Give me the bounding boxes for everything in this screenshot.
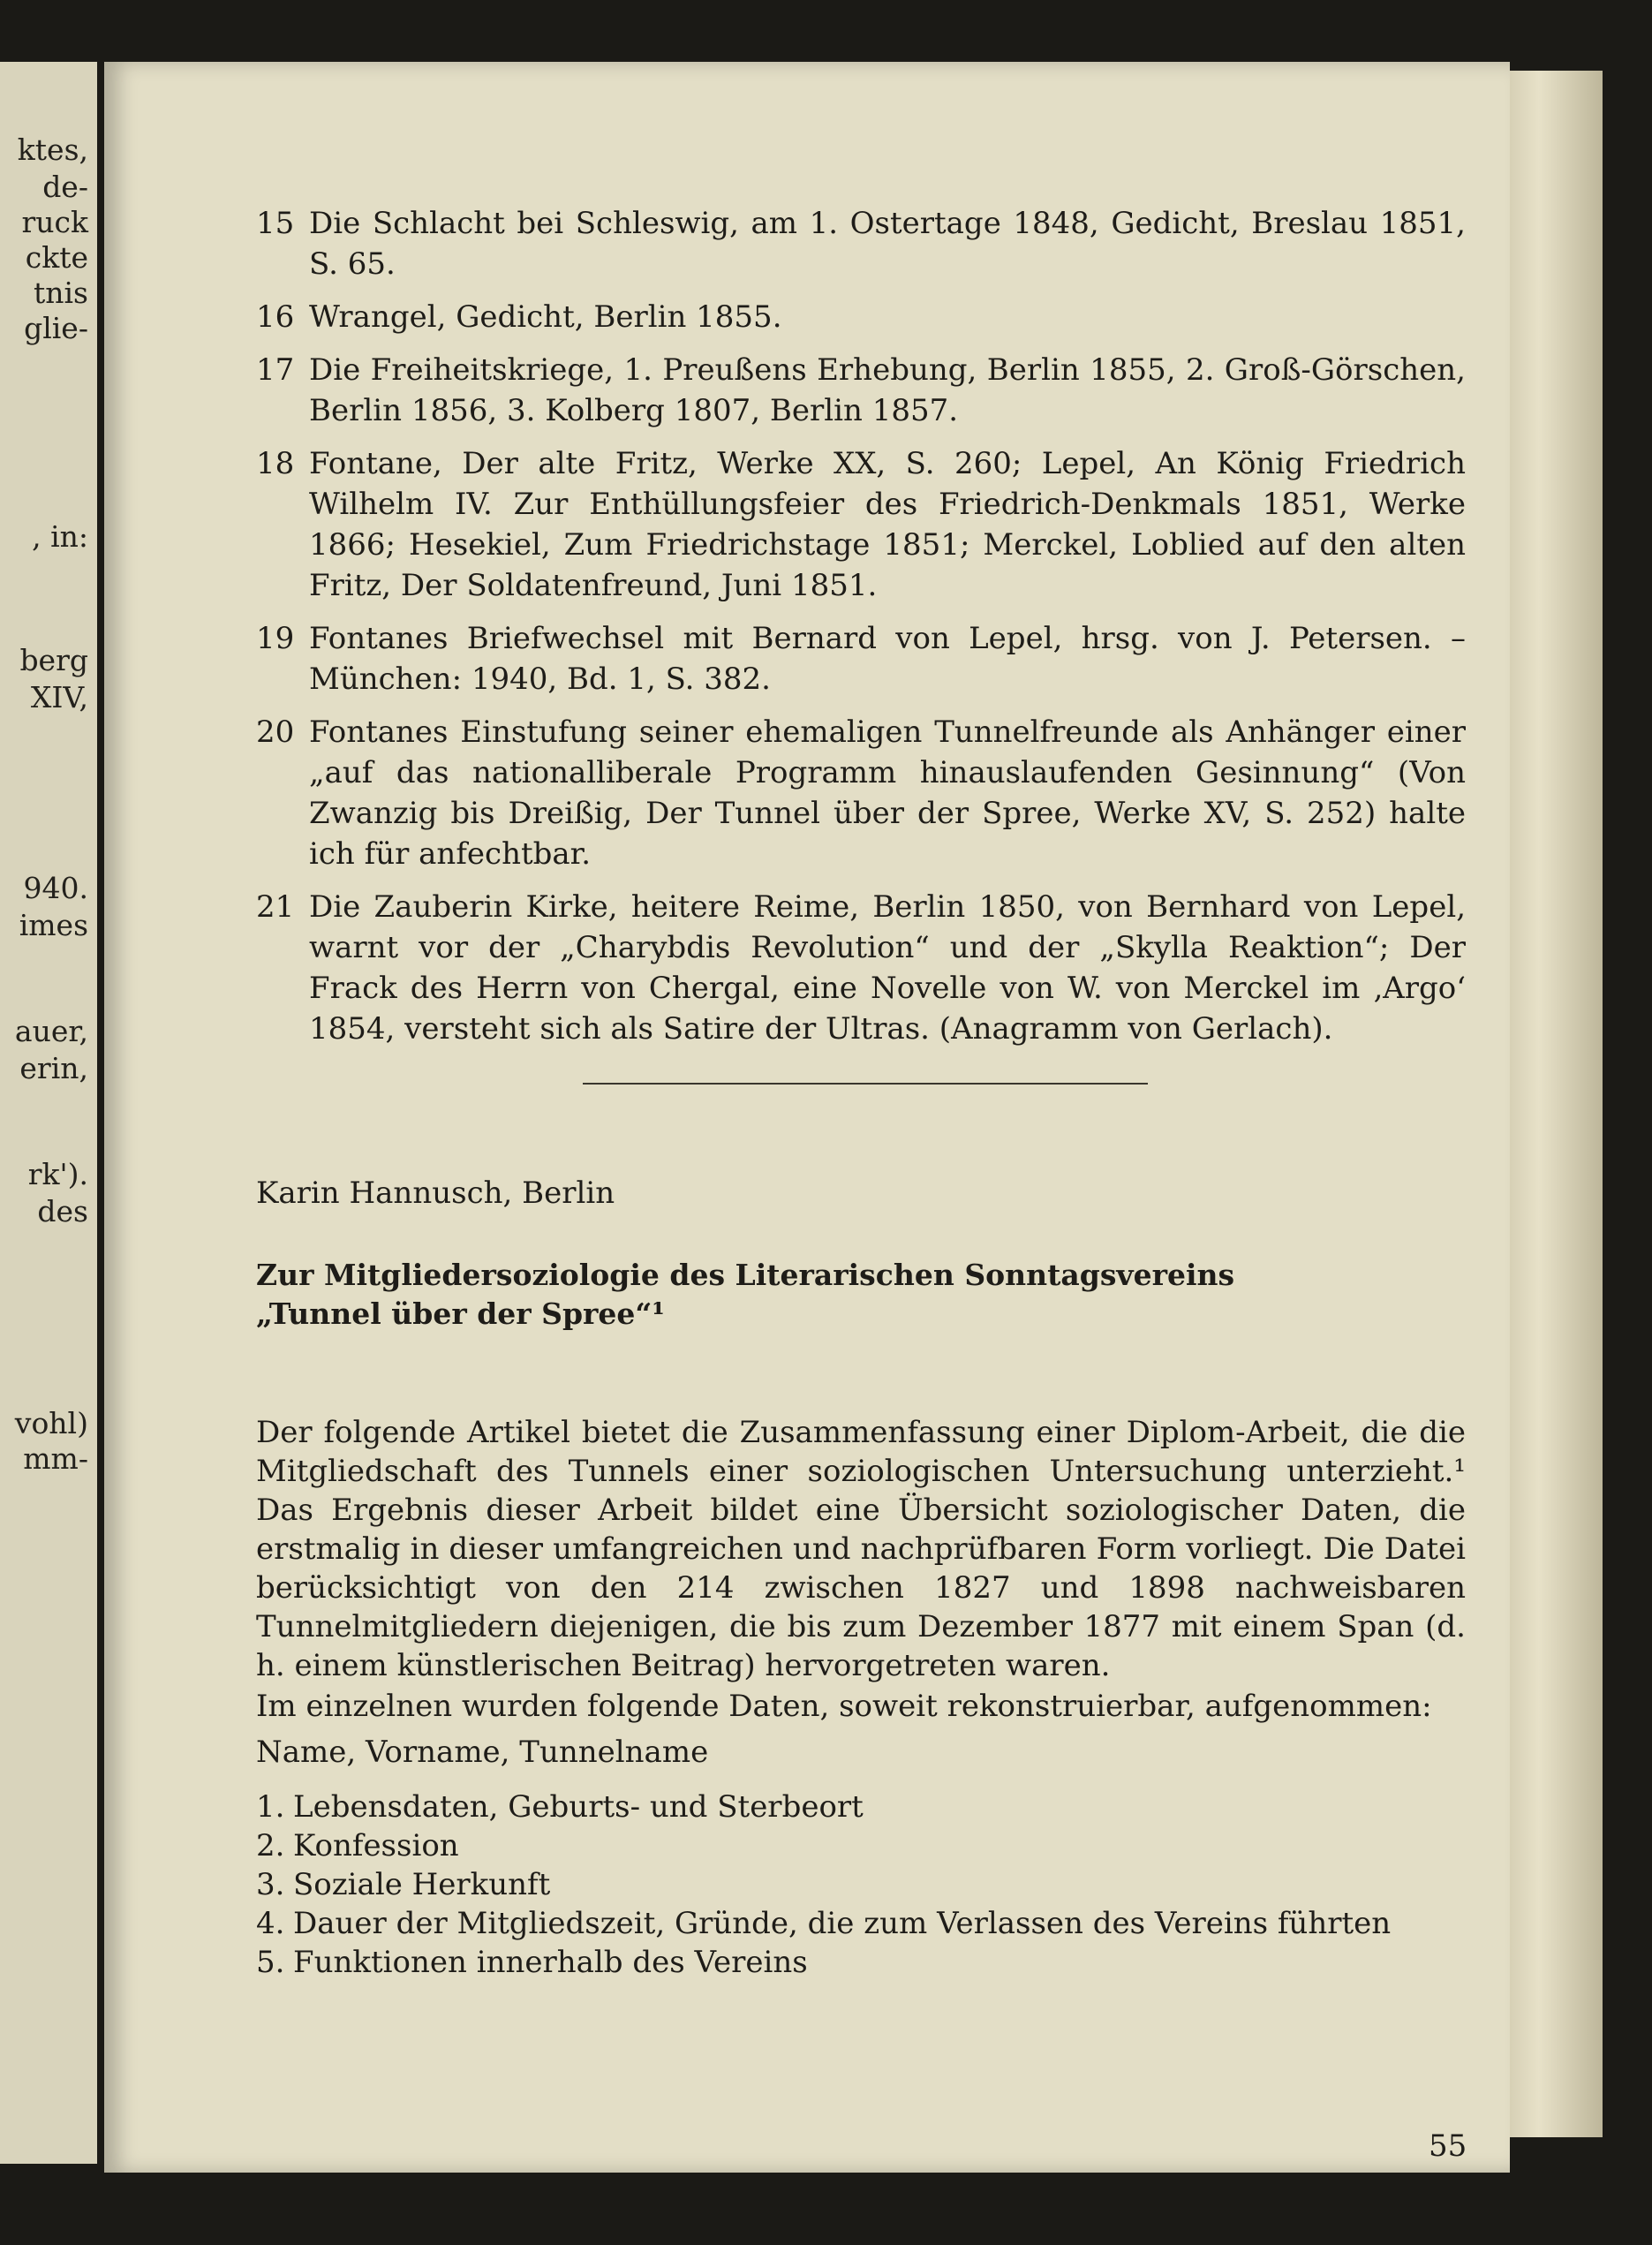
footnote-text: Fontane, Der alte Fritz, Werke XX, S. 260; Lepel, An König Friedrich Wilhelm IV. Zur Enthüllungsfeier des Friedrich-Denkmals 1851, Werke 1866; Hesekiel, Zum Friedrichstage 1851; Merckel, Loblied auf den alten Fritz, Der Soldatenfreund, Juni 1851. bbox=[309, 446, 1466, 603]
facing-page-fragment: , in: bbox=[32, 519, 88, 554]
list-item-number: 3. bbox=[256, 1867, 285, 1902]
book-page-edges bbox=[1497, 71, 1603, 2137]
footnote bbox=[256, 887, 1466, 1049]
list-item bbox=[256, 1865, 1466, 1904]
article-title-line-1: Zur Mitgliedersoziologie des Literarischen Sonntagsvereins bbox=[256, 1258, 1235, 1292]
list-item bbox=[256, 1943, 1466, 1982]
footnote-text: Die Zauberin Kirke, heitere Reime, Berlin 1850, von Bernhard von Lepel, warnt vor der „Charybdis Revolution“ und der „Skylla Reaktion“; Der Frack des Herrn von Chergal, eine Novelle von W. von Merckel im ‚Argo‘ 1854, versteht sich als Satire der Ultras. (Anagramm von Gerlach). bbox=[309, 889, 1466, 1047]
footnote-number: 20 bbox=[256, 714, 295, 750]
footnote-text: Die Schlacht bei Schleswig, am 1. Ostertage 1848, Gedicht, Breslau 1851, S. 65. bbox=[309, 206, 1466, 282]
facing-page-fragment: ckte bbox=[25, 240, 88, 275]
list-intro: Im einzelnen wurden folgende Daten, soweit rekonstruierbar, aufgenommen: bbox=[256, 1689, 1432, 1724]
list-item bbox=[256, 1904, 1466, 1943]
footnote-number: 17 bbox=[256, 352, 295, 388]
facing-page-fragment: ruck bbox=[21, 205, 88, 239]
footnote bbox=[256, 297, 1466, 337]
list-item bbox=[256, 1788, 1466, 1826]
body-paragraph: Der folgende Artikel bietet die Zusammenfassung einer Diplom-Arbeit, die die Mitgliedschaft des Tunnels einer soziologischen Untersuchung unterzieht.¹ Das Ergebnis dieser Arbeit bildet eine Übersicht soziologischer Daten, die erstmalig in dieser umfangreichen und nachprüfbaren Form vorliegt. Die Datei berücksichtigt von den 214 zwischen 1827 und 1898 nachweisbaren Tunnelmitgliedern diejenigen, die bis zum Dezember 1877 mit einem Span (d. h. einem künstlerischen Beitrag) hervorgetreten waren. bbox=[256, 1415, 1466, 1683]
facing-page-fragment: ktes, bbox=[17, 132, 88, 167]
list-item-number: 1. bbox=[256, 1789, 285, 1825]
list-item-text: Soziale Herkunft bbox=[293, 1867, 551, 1902]
facing-page-fragment: imes bbox=[19, 908, 88, 942]
footnote-number: 15 bbox=[256, 206, 295, 241]
article-title-line-2: „Tunnel über der Spree“¹ bbox=[256, 1296, 665, 1331]
fields-line: Name, Vorname, Tunnelname bbox=[256, 1735, 709, 1770]
footnote-number: 21 bbox=[256, 889, 295, 925]
footnotes bbox=[256, 203, 1466, 1049]
facing-page-fragment: XIV, bbox=[30, 680, 88, 714]
article-title bbox=[256, 1256, 1466, 1334]
list-item bbox=[256, 1826, 1466, 1865]
page-number: 55 bbox=[1429, 2128, 1467, 2164]
facing-page-fragment: de- bbox=[42, 170, 88, 204]
facing-page-fragment: des bbox=[37, 1194, 88, 1228]
facing-page-fragment: glie- bbox=[24, 311, 88, 345]
section-divider bbox=[583, 1083, 1148, 1085]
facing-page-fragment: 940. bbox=[23, 871, 88, 905]
article-author: Karin Hannusch, Berlin bbox=[256, 1175, 615, 1211]
page-content bbox=[256, 203, 1466, 1982]
facing-page-fragment: tnis bbox=[33, 276, 88, 310]
footnote bbox=[256, 203, 1466, 284]
footnote-text: Die Freiheitskriege, 1. Preußens Erhebung, Berlin 1855, 2. Groß-Görschen, Berlin 1856, 3. Kolberg 1807, Berlin 1857. bbox=[309, 352, 1466, 428]
facing-page-fragment: erin, bbox=[19, 1051, 88, 1085]
facing-page-fragment: mm- bbox=[23, 1441, 88, 1476]
list-item-text: Funktionen innerhalb des Vereins bbox=[293, 1945, 808, 1980]
book-page bbox=[104, 62, 1510, 2173]
footnote-number: 16 bbox=[256, 299, 295, 335]
footnote bbox=[256, 350, 1466, 431]
list-item-number: 5. bbox=[256, 1945, 285, 1980]
list-item-text: Konfession bbox=[293, 1828, 459, 1863]
footnote-text: Fontanes Briefwechsel mit Bernard von Lepel, hrsg. von J. Petersen. – München: 1940, Bd. 1, S. 382. bbox=[309, 621, 1466, 697]
footnote bbox=[256, 712, 1466, 874]
footnote bbox=[256, 618, 1466, 699]
facing-page-fragment: vohl) bbox=[14, 1406, 88, 1440]
footnote-text: Wrangel, Gedicht, Berlin 1855. bbox=[309, 299, 782, 335]
facing-page-fragment: auer, bbox=[14, 1014, 88, 1048]
footnote-text: Fontanes Einstufung seiner ehemaligen Tunnelfreunde als Anhänger einer „auf das nationalliberale Programm hinauslaufenden Gesinnung“ (Von Zwanzig bis Dreißig, Der Tunnel über der Spree, Werke XV, S. 252) halte ich für anfechtbar. bbox=[309, 714, 1466, 872]
footnote-number: 18 bbox=[256, 446, 295, 481]
facing-page-fragment: berg bbox=[19, 643, 88, 677]
facing-page-edge bbox=[0, 62, 97, 2164]
footnote-number: 19 bbox=[256, 621, 295, 656]
footnote bbox=[256, 443, 1466, 606]
facing-page-fragment: rk'). bbox=[27, 1157, 88, 1191]
list-item-number: 4. bbox=[256, 1906, 285, 1941]
list-item-text: Dauer der Mitgliedszeit, Gründe, die zum Verlassen des Vereins führten bbox=[293, 1906, 1392, 1941]
list-item-number: 2. bbox=[256, 1828, 285, 1863]
data-field-list bbox=[256, 1788, 1466, 1982]
list-item-text: Lebensdaten, Geburts- und Sterbeort bbox=[293, 1789, 864, 1825]
